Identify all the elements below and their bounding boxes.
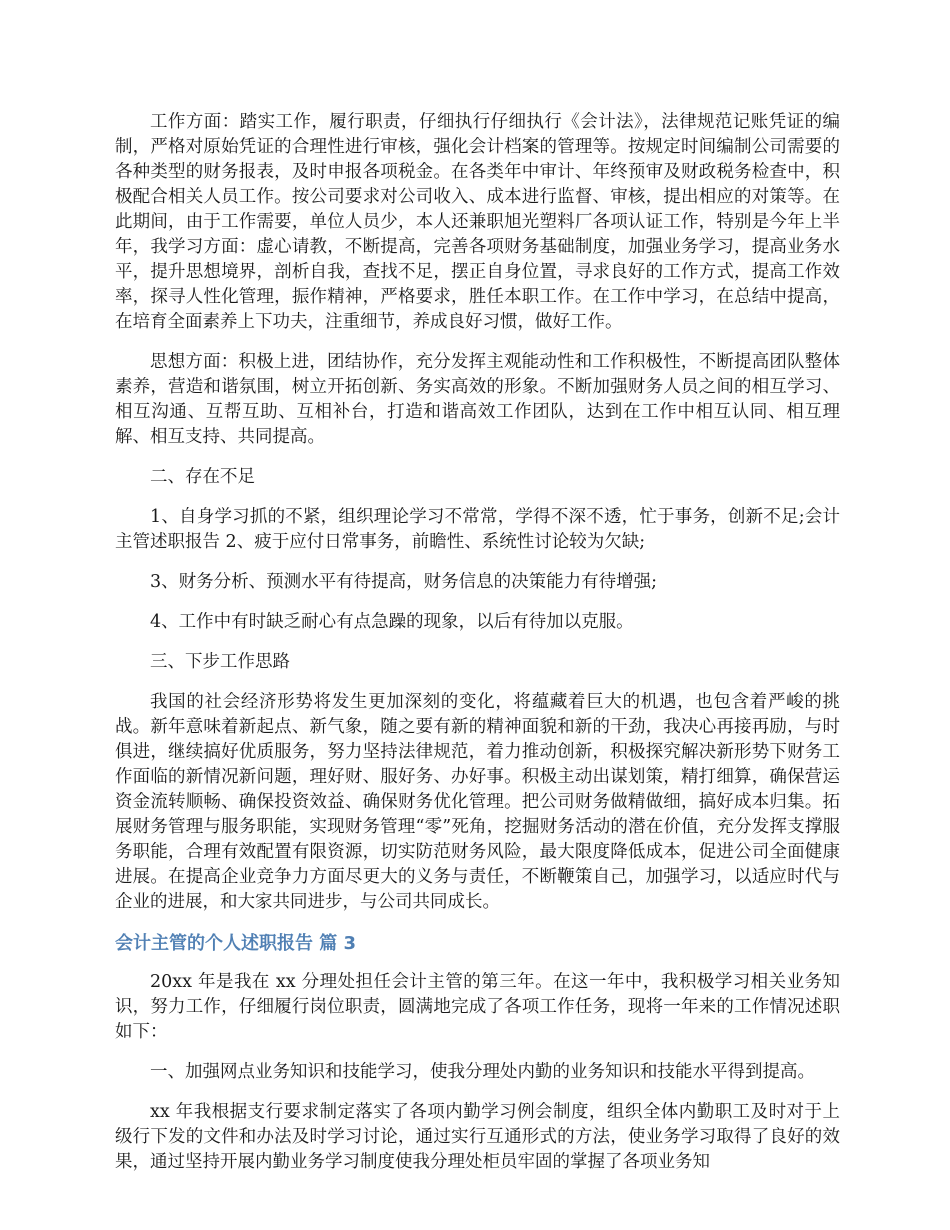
section-heading: 会计主管的个人述职报告 篇 3 — [115, 933, 357, 954]
list-item: 3、财务分析、预测水平有待提高，财务信息的决策能力有待增强; — [150, 572, 658, 592]
list-item: 1、自身学习抓的不紧，组织理论学习不常常，学得不深不透，忙于事务，创新不足;会计主管述职报告 2、疲于应付日常事务，前瞻性、系统性讨论较为欠缺; — [115, 507, 840, 552]
paragraph-plans: 我国的社会经济形势将发生更加深刻的变化，将蕴藏着巨大的机遇，也包含着严峻的挑战。新年意味着新起点、新气象，随之要有新的精神面貌和新的干劲，我决心再接再励，与时俱进，继续搞好优质服务，努力坚持法律规范，着力推动创新，积极探究解决新形势下财务工作面临的新情况新问题，理好财、服好务、办好事。积极主动出谋划策，精打细算，确保营运资金流转顺畅、确保投资效益、确保财务优化管理。把公司财务做精做细，搞好成本归集。拓展财务管理与服务职能，实现财务管理“零”死角，挖掘财务活动的潜在价值，充分发挥支撑服务职能，合理有效配置有限资源，切实防范财务风险，最大限度降低成本，促进公司全面健康进展。在提高企业竞争力方面尽更大的义务与责任，不断鞭策自己，加强学习，以适应时代与企业的进展，和大家共同进步，与公司共同成长。 — [115, 692, 840, 912]
subheading-next-steps: 三、下步工作思路 — [150, 652, 290, 672]
paragraph-learning: xx 年我根据支行要求制定落实了各项内勤学习例会制度，组织全体内勤职工及时对于上级行下发的文件和办法及时学习讨论，通过实行互通形式的方法，使业务学习取得了良好的效果，通过坚持开展内勤业务学习制度使我分理处柜员牢固的掌握了各项业务知 — [115, 1102, 840, 1172]
document-page — [115, 110, 840, 1175]
list-item: 4、工作中有时缺乏耐心有点急躁的现象，以后有待加以克服。 — [150, 612, 634, 632]
subheading-shortcomings: 二、存在不足 — [150, 467, 255, 487]
paragraph-work: 工作方面：踏实工作，履行职责，仔细执行仔细执行《会计法》，法律规范记账凭证的编制，严格对原始凭证的合理性进行审核，强化会计档案的管理等。按规定时间编制公司需要的各种类型的财务报表，及时申报各项税金。在各类年中审计、年终预审及财政税务检查中，积极配合相关人员工作。按公司要求对公司收入、成本进行监督、审核，提出相应的对策等。在此期间，由于工作需要，单位人员少，本人还兼职旭光塑料厂各项认证工作，特别是今年上半年，我学习方面：虚心请教，不断提高，完善各项财务基础制度，加强业务学习，提高业务水平，提升思想境界，剖析自我，查找不足，摆正自身位置，寻求良好的工作方式，提高工作效率，探寻人性化管理，振作精神，严格要求，胜任本职工作。在工作中学习，在总结中提高，在培育全面素养上下功夫，注重细节，养成良好习惯，做好工作。 — [115, 112, 840, 332]
paragraph-thought: 思想方面：积极上进，团结协作，充分发挥主观能动性和工作积极性，不断提高团队整体素养，营造和谐氛围，树立开拓创新、务实高效的形象。不断加强财务人员之间的相互学习、相互沟通、互帮互助、互相补台，打造和谐高效工作团队，达到在工作中相互认同、相互理解、相互支持、共同提高。 — [115, 352, 840, 447]
subheading-learning: 一、加强网点业务知识和技能学习，使我分理处内勤的业务知识和技能水平得到提高。 — [150, 1062, 815, 1082]
paragraph-intro: 20xx 年是我在 xx 分理处担任会计主管的第三年。在这一年中，我积极学习相关业务知识，努力工作，仔细履行岗位职责，圆满地完成了各项工作任务，现将一年来的工作情况述职如下： — [115, 972, 840, 1042]
